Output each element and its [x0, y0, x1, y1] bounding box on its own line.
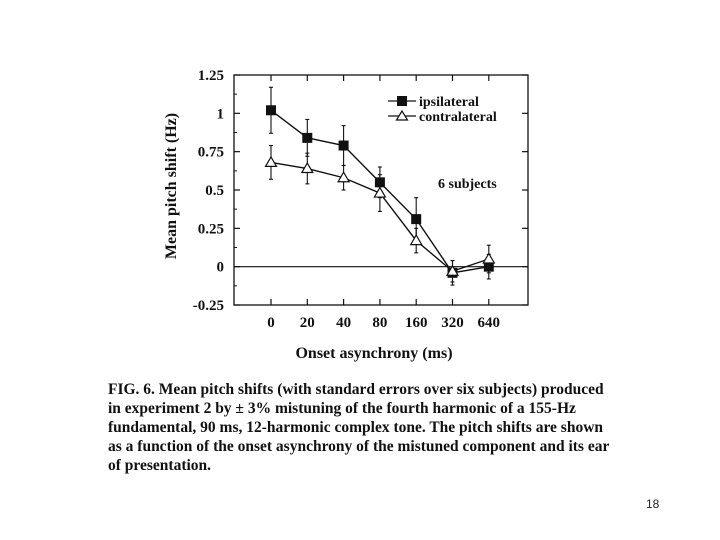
series-contralateral [266, 146, 495, 282]
x-tick-label: 20 [299, 315, 315, 331]
legend [388, 95, 497, 125]
x-tick-label: 0 [267, 315, 275, 331]
y-tick-label: 0.25 [197, 221, 224, 238]
data-point-ipsilateral [266, 105, 276, 115]
page-number: 18 [646, 497, 660, 511]
caption-line: FIG. 6. Mean pitch shifts (with standard errors over six subjects) produced [108, 381, 604, 398]
legend-label-contralateral: contralateral [419, 110, 497, 125]
y-tick-label: 1 [216, 106, 224, 123]
legend-marker-ipsilateral [397, 96, 407, 106]
y-tick-label: 0.5 [205, 183, 224, 199]
data-point-contralateral [483, 254, 494, 264]
data-point-contralateral [374, 188, 385, 198]
y-tick-label: 0.75 [197, 144, 224, 161]
x-tick-label: 40 [336, 315, 352, 331]
subjects-annotation: 6 subjects [438, 177, 497, 192]
y-tick-label: -0.25 [192, 298, 224, 314]
x-tick-label: 640 [477, 315, 501, 331]
y-tick-label: 1.25 [197, 68, 224, 84]
data-point-contralateral [266, 157, 277, 167]
x-axis-label: Onset asynchrony (ms) [295, 345, 453, 362]
y-tick-label: 0 [216, 259, 224, 276]
y-axis-label: Mean pitch shift (Hz) [163, 112, 180, 260]
legend-label-ipsilateral: ipsilateral [419, 95, 479, 110]
data-point-ipsilateral [339, 141, 349, 151]
caption-line: of presentation. [108, 457, 212, 474]
caption-line: fundamental, 90 ms, 12-harmonic complex tone. The pitch shifts are shown [108, 419, 604, 436]
x-tick-label: 320 [441, 315, 464, 331]
figure-caption [108, 380, 628, 475]
x-tick-label: 80 [372, 315, 388, 331]
data-point-ipsilateral [302, 133, 312, 143]
caption-line: in experiment 2 by ± 3% mistuning of the fourth harmonic of a 155-Hz [108, 400, 576, 417]
caption-line: as a function of the onset asynchrony of the mistuned component and its ear [108, 438, 610, 455]
data-point-ipsilateral [411, 214, 421, 224]
x-tick-label: 160 [404, 315, 428, 331]
